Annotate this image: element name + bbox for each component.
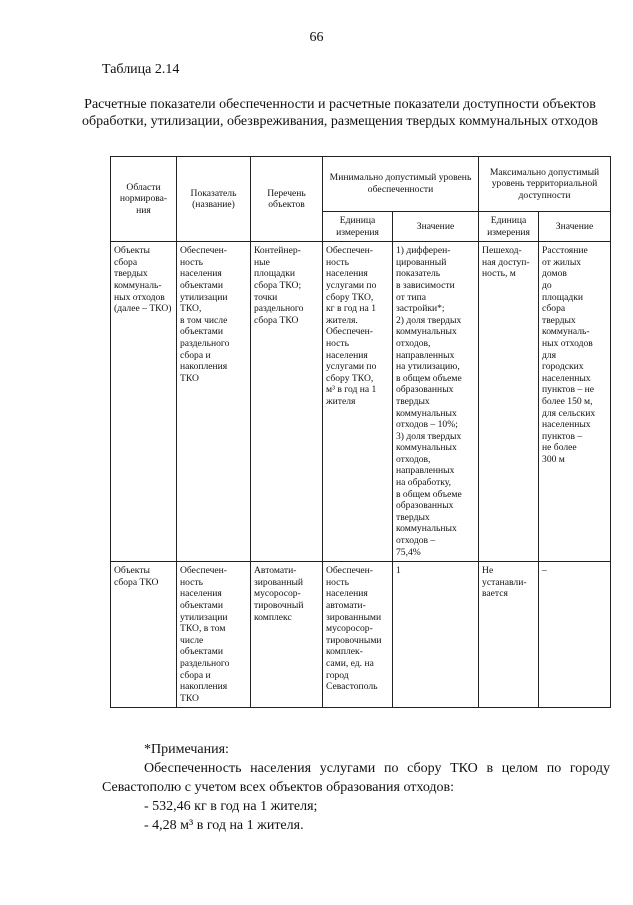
notes-text: Обеспеченность населения услугами по сбору ТКО в целом по городу Севастополю с учетом всех объектов образования отходов: (102, 761, 610, 795)
cell-indicator: Обеспечен- ность населения объектами утилизации ТКО, в том числе объектами раздельного сбора и накопления ТКО (177, 562, 251, 708)
cell-max-value: – (539, 562, 611, 708)
header-max-level: Максимально допустимый уровень территориальной доступности (479, 157, 611, 212)
cell-max-unit: Пешеход- ная доступ- ность, м (479, 242, 539, 562)
cell-objects: Контейнер- ные площадки сбора ТКО; точки раздельного сбора ТКО (251, 242, 323, 562)
cell-max-value: Расстояние от жилых домов до площадки сбора твердых коммуналь- ных отходов для городских населенных пунктов – не более 150 м, для сельских населенных пунктов – не более 300 м (539, 242, 611, 562)
cell-min-value: 1) дифферен- цированный показатель в зависимости от типа застройки*; 2) доля твердых коммунальных отходов, направленных на утилизацию, в общем объеме образованных твердых коммунальных отходов – 10%; 3) доля твердых коммунальных отходов, направленных на обработку, в общем объеме образованных твердых коммунальных отходов – 75,4% (393, 242, 479, 562)
header-min-level: Минимально допустимый уровень обеспеченности (323, 157, 479, 212)
data-table (110, 156, 611, 708)
cell-max-unit: Не устанавли- вается (479, 562, 539, 708)
header-min-value: Значение (393, 212, 479, 242)
header-objects: Перечень объектов (251, 157, 323, 242)
cell-indicator: Обеспечен- ность населения объектами утилизации ТКО, в том числе объектами раздельного сбора и накопления ТКО (177, 242, 251, 562)
cell-min-unit: Обеспечен- ность населения автомати- зированными мусоросор- тировочными комплек- сами, ед. на город Севастополь (323, 562, 393, 708)
header-max-unit: Единица измерения (479, 212, 539, 242)
header-area: Области нормирова-ния (111, 157, 177, 242)
page-number: 66 (309, 30, 324, 45)
table-title: Расчетные показатели обеспеченности и расчетные показатели доступности объектов обработки, утилизации, обезвреживания, размещения твердых коммунальных отходов (81, 97, 599, 129)
cell-min-value: 1 (393, 562, 479, 708)
cell-area: Объекты сбора ТКО (111, 562, 177, 708)
cell-objects: Автомати- зированный мусоросор- тировочный комплекс (251, 562, 323, 708)
cell-min-unit: Обеспечен- ность населения услугами по сбору ТКО, кг в год на 1 жителя. Обеспечен- ность населения услугами по сбору ТКО, м³ в год на 1 жителя (323, 242, 393, 562)
notes (102, 740, 610, 835)
note-item: - 532,46 кг в год на 1 жителя; (144, 799, 318, 814)
table-label: Таблица 2.14 (102, 62, 180, 77)
note-item: - 4,28 м³ в год на 1 жителя. (144, 818, 304, 833)
notes-heading: *Примечания: (144, 742, 229, 757)
header-row (111, 157, 611, 212)
table-row (111, 242, 611, 562)
cell-area: Объекты сбора твердых коммуналь- ных отходов (далее – ТКО) (111, 242, 177, 562)
header-indicator: Показатель (название) (177, 157, 251, 242)
header-max-value: Значение (539, 212, 611, 242)
table-row (111, 562, 611, 708)
header-min-unit: Единица измерения (323, 212, 393, 242)
